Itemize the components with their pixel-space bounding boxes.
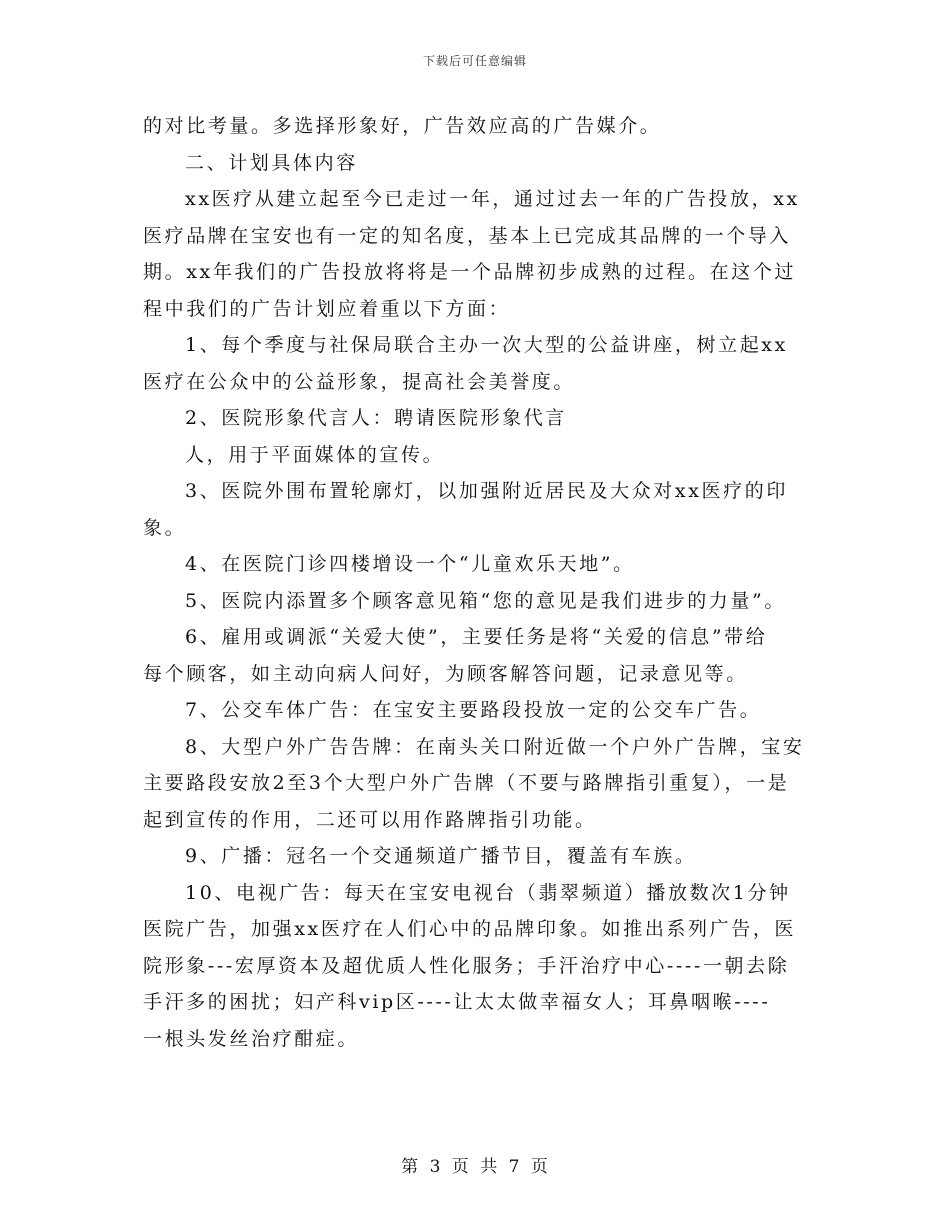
text-line: 程中我们的广告计划应着重以下方面： [143,297,511,320]
text-line: 医疗在公众中的公益形象，提高社会美誉度。 [143,370,576,393]
text-line: 2、医院形象代言人：聘请医院形象代言 [185,407,567,429]
text-line: 的对比考量。多选择形象好，广告效应高的广告媒介。 [143,115,662,137]
text-line: 每个顾客，如主动向病人问好，为顾客解答问题，记录意见等。 [143,662,748,685]
text-line: 医院广告，加强xx医疗在人们心中的品牌印象。如推出系列广告，医 [143,918,797,940]
text-line: 7、公交车体广告：在宝安主要路段投放一定的公交车广告。 [185,699,762,721]
text-line: 一根头发丝治疗酣症。 [143,1027,360,1050]
page-header: 下载后可任意编辑 [422,54,527,68]
text-line: 院形象---宏厚资本及超优质人性化服务；手汗治疗中心----一朝去除 [143,954,790,977]
text-line: xx医疗从建立起至今已走过一年，通过过去一年的广告投放，xx [185,188,800,210]
text-line: 10、电视广告：每天在宝安电视台（翡翠频道）播放数次1分钟 [185,881,791,904]
text-line: 9、广播：冠名一个交通频道广播节目，覆盖有车族。 [185,845,697,867]
text-line: 1、每个季度与社保局联合主办一次大型的公益讲座，树立起xx [185,334,788,356]
text-line: 医疗品牌在宝安也有一定的知名度，基本上已完成其品牌的一个导入 [143,224,792,247]
text-line: 起到宣传的作用，二还可以用作路牌指引功能。 [143,808,597,831]
page-number-footer: 第 3 页 共 7 页 [401,1157,549,1177]
text-line: 期。xx年我们的广告投放将将是一个品牌初步成熟的过程。在这个过 [143,261,797,283]
text-line: 手汗多的困扰；妇产科vip区----让太太做幸福女人；耳鼻咽喉---- [143,991,771,1013]
text-line: 4、在医院门诊四楼增设一个“儿童欢乐天地”。 [185,553,635,575]
text-line: 6、雇用或调派“关爱大使”，主要任务是将“关爱的信息”带给 [185,626,768,648]
text-line: 8、大型户外广告告牌：在南头关口附近做一个户外广告牌，宝安 [185,735,805,758]
text-line: 二、计划具体内容 [185,151,358,174]
text-line: 3、医院外围布置轮廓灯，以加强附近居民及大众对xx医疗的印 [185,480,788,502]
document-body [143,108,813,1057]
text-line: 象。 [143,516,187,539]
text-line: 主要路段安放2至3个大型户外广告牌（不要与路牌指引重复），一是 [143,772,790,794]
text-line: 人，用于平面媒体的宣传。 [185,443,445,466]
text-line: 5、医院内添置多个顾客意见箱“您的意见是我们进步的力量”。 [185,589,786,612]
